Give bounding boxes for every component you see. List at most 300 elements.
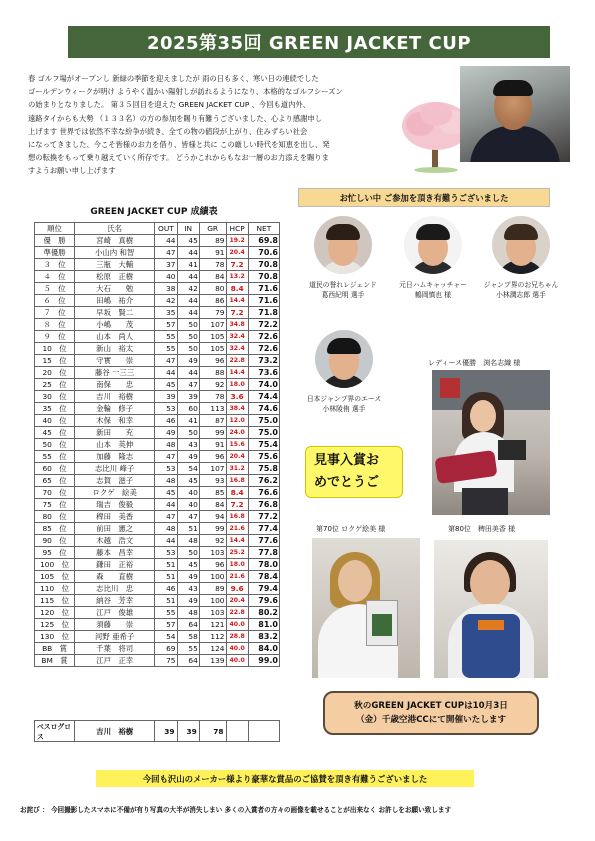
cell-name: 納谷 芳幸 (75, 595, 155, 607)
cell-name: 千葉 将司 (75, 643, 155, 655)
cell-name: 木越 浩文 (75, 535, 155, 547)
intro-line: 上げます 世界では依然不幸な紛争が続き、全ての物の値段が上がり、住みずらい社会 (28, 126, 308, 136)
best-gross-gr: 78 (199, 721, 226, 742)
cell-hcp: 24.0 (226, 427, 248, 439)
table-row (35, 319, 280, 331)
cell-rank: 55 位 (35, 451, 75, 463)
sponsor-thanks-banner: 今回も沢山のメーカー様より豪華な賞品のご協賛を頂き有難うございました (96, 770, 474, 787)
cell-rank: 25 位 (35, 379, 75, 391)
cell-in: 60 (177, 403, 199, 415)
cell-net: 78.4 (248, 571, 279, 583)
cell-hcp: 7.2 (226, 307, 248, 319)
table-row (35, 367, 280, 379)
cell-in: 50 (177, 319, 199, 331)
winner-80-photo (434, 540, 548, 678)
table-row (35, 655, 280, 667)
cell-hcp: 20.4 (226, 247, 248, 259)
cell-net: 71.8 (248, 307, 279, 319)
table-row (35, 631, 280, 643)
cell-out: 44 (155, 499, 177, 511)
cell-net: 83.2 (248, 631, 279, 643)
cell-out: 75 (155, 655, 177, 667)
cell-rank: 105 位 (35, 571, 75, 583)
cell-rank: 125 位 (35, 619, 75, 631)
cell-name: 河野 亜希子 (75, 631, 155, 643)
guest-title: 日本ジャンプ界のエース (306, 395, 382, 403)
intro-line: ゴールデンウィークが明け ようやく温かい陽射しが訪れるようになり、本格的なゴルフシーズン (28, 87, 343, 97)
cell-rank: 90 位 (35, 535, 75, 547)
cell-net: 76.6 (248, 487, 279, 499)
cell-out: 51 (155, 559, 177, 571)
cell-rank: 100 位 (35, 559, 75, 571)
cell-out: 45 (155, 379, 177, 391)
cell-out: 42 (155, 295, 177, 307)
cell-rank: 75 位 (35, 499, 75, 511)
cell-out: 48 (155, 439, 177, 451)
cell-gr: 92 (199, 379, 226, 391)
cell-hcp: 3.6 (226, 391, 248, 403)
cell-in: 50 (177, 547, 199, 559)
ladies-winner-photo (432, 370, 550, 515)
cell-in: 48 (177, 607, 199, 619)
cell-in: 58 (177, 631, 199, 643)
cell-gr: 107 (199, 319, 226, 331)
table-row (35, 391, 280, 403)
cell-in: 39 (177, 391, 199, 403)
cell-hcp: 14.4 (226, 367, 248, 379)
cell-net: 72.2 (248, 319, 279, 331)
cell-in: 50 (177, 343, 199, 355)
table-row (35, 235, 280, 247)
page-title: 2025第35回 GREEN JACKET CUP (68, 26, 550, 58)
header-hcp: HCP (226, 223, 248, 235)
cell-out: 45 (155, 487, 177, 499)
cell-gr: 89 (199, 583, 226, 595)
guest-name: 葛西紀明 選手 (321, 291, 365, 299)
cell-gr: 99 (199, 523, 226, 535)
cell-out: 51 (155, 571, 177, 583)
table-row (35, 559, 280, 571)
cell-name: 早坂 賢二 (75, 307, 155, 319)
cell-out: 38 (155, 283, 177, 295)
cell-name: 山本 英伸 (75, 439, 155, 451)
cell-gr: 100 (199, 595, 226, 607)
congrats-box (305, 446, 403, 498)
cell-in: 40 (177, 499, 199, 511)
table-row (35, 475, 280, 487)
cell-hcp: 21.6 (226, 571, 248, 583)
cell-rank: 35 位 (35, 403, 75, 415)
cell-net: 71.6 (248, 283, 279, 295)
cell-rank: ９ 位 (35, 331, 75, 343)
cell-hcp: 38.4 (226, 403, 248, 415)
cell-out: 57 (155, 619, 177, 631)
cell-gr: 85 (199, 487, 226, 499)
cell-name: 加藤 隆志 (75, 451, 155, 463)
cell-rank: 50 位 (35, 439, 75, 451)
header-gr: GR (199, 223, 226, 235)
cell-name: 江戸 正幸 (75, 655, 155, 667)
winner-70-caption: 第70位 ロクゲ絵美 様 (316, 525, 386, 533)
cell-rank: ６ 位 (35, 295, 75, 307)
cell-net: 73.2 (248, 355, 279, 367)
apology-note: お詫び ： 今回撮影したスマホに不備が有り写真の大半が消失しまい 多くの入賞者の方々の画像を載せることが出来なく お許しをお願い致します (20, 806, 452, 814)
cell-in: 49 (177, 355, 199, 367)
cell-gr: 84 (199, 499, 226, 511)
cell-out: 57 (155, 319, 177, 331)
table-row (35, 523, 280, 535)
cell-hcp: 7.2 (226, 499, 248, 511)
guest-photo (492, 216, 550, 274)
cell-rank: ７ 位 (35, 307, 75, 319)
cell-rank: 70 位 (35, 487, 75, 499)
guest-photo (314, 216, 372, 274)
cell-hcp: 32.4 (226, 331, 248, 343)
cell-gr: 113 (199, 403, 226, 415)
table-row (35, 535, 280, 547)
cell-hcp: 12.0 (226, 415, 248, 427)
table-row (35, 295, 280, 307)
table-row (35, 247, 280, 259)
cell-gr: 100 (199, 571, 226, 583)
cell-hcp: 25.2 (226, 547, 248, 559)
cell-gr: 91 (199, 439, 226, 451)
cell-net: 75.0 (248, 427, 279, 439)
table-row (35, 643, 280, 655)
intro-line: 想の転換をもって乗り越えていく所存です。 どうかこれからもなお一層のお力添えを賜りま (28, 153, 329, 163)
best-gross-label: ベスログロス (35, 721, 75, 742)
cell-gr: 79 (199, 307, 226, 319)
table-row (35, 595, 280, 607)
cell-hcp: 40.0 (226, 619, 248, 631)
cell-out: 55 (155, 607, 177, 619)
cell-hcp: 13.2 (226, 271, 248, 283)
cell-gr: 121 (199, 619, 226, 631)
cell-rank: 30 位 (35, 391, 75, 403)
best-gross-in: 39 (177, 721, 199, 742)
cell-rank: 120 位 (35, 607, 75, 619)
cell-gr: 92 (199, 535, 226, 547)
cell-rank: BM 賞 (35, 655, 75, 667)
cell-name: 大石 勉 (75, 283, 155, 295)
intro-line: 春 ゴルフ場がオープンし 新緑の季節を迎えましたが 雨の日も多く、寒い日の連続でした (28, 74, 319, 83)
cell-hcp: 20.4 (226, 595, 248, 607)
table-row (35, 439, 280, 451)
cell-name: 小山内 和智 (75, 247, 155, 259)
table-row (35, 415, 280, 427)
table-row (35, 499, 280, 511)
table-row (35, 331, 280, 343)
cell-rank: 15 位 (35, 355, 75, 367)
table-row (35, 307, 280, 319)
cell-net: 76.8 (248, 499, 279, 511)
cell-rank: 60 位 (35, 463, 75, 475)
cell-gr: 96 (199, 355, 226, 367)
cell-out: 47 (155, 451, 177, 463)
cell-gr: 94 (199, 511, 226, 523)
cell-net: 75.8 (248, 463, 279, 475)
cell-hcp: 15.6 (226, 439, 248, 451)
cell-hcp: 16.8 (226, 511, 248, 523)
cell-in: 54 (177, 463, 199, 475)
cell-in: 44 (177, 295, 199, 307)
table-row (35, 487, 280, 499)
cell-name: 田嶋 祐介 (75, 295, 155, 307)
cell-name: 三瓶 大輔 (75, 259, 155, 271)
table-row (35, 463, 280, 475)
congrats-line: 見事入賞お (314, 453, 380, 468)
header-in: IN (177, 223, 199, 235)
cell-rank: 110 位 (35, 583, 75, 595)
cell-out: 46 (155, 415, 177, 427)
cell-net: 74.4 (248, 391, 279, 403)
cell-out: 53 (155, 463, 177, 475)
cell-in: 64 (177, 655, 199, 667)
winner-70-photo (312, 538, 420, 678)
guest-title: 道民の誉れレジェンド (309, 281, 377, 289)
intro-line: 遠路タイからも大勢 （１３３名）の方の参加を賜り有難うございました、心より感謝申し (28, 113, 323, 123)
cell-out: 47 (155, 247, 177, 259)
cell-net: 69.8 (248, 235, 279, 247)
cell-gr: 80 (199, 283, 226, 295)
cell-net: 70.8 (248, 259, 279, 271)
cell-hcp: 8.4 (226, 487, 248, 499)
cell-name: ロクゲ 絵美 (75, 487, 155, 499)
cell-hcp: 22.8 (226, 607, 248, 619)
cell-hcp: 19.2 (226, 235, 248, 247)
cell-out: 47 (155, 355, 177, 367)
cell-gr: 88 (199, 367, 226, 379)
header-net: NET (248, 223, 279, 235)
table-row (35, 259, 280, 271)
cell-net: 84.0 (248, 643, 279, 655)
table-row (35, 607, 280, 619)
results-table (34, 222, 280, 667)
cell-hcp: 7.2 (226, 259, 248, 271)
guest-name: 小林潤志郎 選手 (496, 291, 546, 299)
cell-in: 45 (177, 475, 199, 487)
cell-gr: 103 (199, 547, 226, 559)
intro-line: の始まりとなりました。 第３５回目を迎えた GREEN JACKET CUP 、今回も道内外、 (28, 100, 310, 110)
congrats-line: めでとうご (314, 475, 380, 490)
cell-rank: 優 勝 (35, 235, 75, 247)
table-row (35, 355, 280, 367)
cell-out: 44 (155, 367, 177, 379)
cell-rank: ３ 位 (35, 259, 75, 271)
cell-out: 35 (155, 307, 177, 319)
best-gross-table (34, 720, 280, 742)
cell-rank: ８ 位 (35, 319, 75, 331)
cell-in: 44 (177, 367, 199, 379)
table-row (35, 343, 280, 355)
cell-out: 44 (155, 535, 177, 547)
intro-text (28, 72, 400, 178)
cell-out: 39 (155, 391, 177, 403)
table-row (35, 511, 280, 523)
cell-name: 守實 崇 (75, 355, 155, 367)
cell-gr: 87 (199, 415, 226, 427)
best-gross-name: 吉川 裕樹 (75, 721, 155, 742)
cell-hcp: 18.0 (226, 379, 248, 391)
cell-in: 41 (177, 259, 199, 271)
cell-gr: 78 (199, 259, 226, 271)
guest-name: 小林陵侑 選手 (322, 405, 366, 413)
guest-kasai (300, 216, 386, 300)
cell-in: 45 (177, 235, 199, 247)
cell-hcp: 34.8 (226, 319, 248, 331)
cell-hcp: 22.8 (226, 355, 248, 367)
cell-name: 小嶋 茂 (75, 319, 155, 331)
cell-name: 志比川 忠 (75, 583, 155, 595)
table-row (35, 403, 280, 415)
guest-kobayashi-junshiro (476, 216, 566, 300)
cell-out: 55 (155, 343, 177, 355)
table-row (35, 619, 280, 631)
table-row (35, 583, 280, 595)
cell-hcp: 9.6 (226, 583, 248, 595)
cell-in: 64 (177, 619, 199, 631)
table-row (35, 379, 280, 391)
cell-net: 74.6 (248, 403, 279, 415)
cell-name: 瑞吉 俊毅 (75, 499, 155, 511)
cell-rank: 95 位 (35, 547, 75, 559)
cell-in: 43 (177, 583, 199, 595)
cell-gr: 124 (199, 643, 226, 655)
guest-tsuruoka (390, 216, 476, 300)
cell-out: 48 (155, 475, 177, 487)
cell-net: 75.4 (248, 439, 279, 451)
cell-gr: 103 (199, 607, 226, 619)
cell-hcp: 40.0 (226, 643, 248, 655)
cell-hcp: 31.2 (226, 463, 248, 475)
cell-name: 藤谷 一三三 (75, 367, 155, 379)
cell-gr: 96 (199, 451, 226, 463)
cell-net: 76.2 (248, 475, 279, 487)
cell-rank: 130 位 (35, 631, 75, 643)
cell-net: 77.2 (248, 511, 279, 523)
cell-hcp: 20.4 (226, 451, 248, 463)
cell-in: 48 (177, 535, 199, 547)
cell-rank: ４ 位 (35, 271, 75, 283)
cell-net: 79.4 (248, 583, 279, 595)
cell-name: 須藤 崇 (75, 619, 155, 631)
cell-net: 74.0 (248, 379, 279, 391)
cell-net: 72.6 (248, 331, 279, 343)
cell-net: 79.6 (248, 595, 279, 607)
cell-name: 松原 正樹 (75, 271, 155, 283)
cell-name: 森 直樹 (75, 571, 155, 583)
cell-name: 山本 尚人 (75, 331, 155, 343)
header-name: 氏名 (75, 223, 155, 235)
cell-name: 稗田 美香 (75, 511, 155, 523)
cell-rank: ５ 位 (35, 283, 75, 295)
cell-net: 71.6 (248, 295, 279, 307)
cell-out: 54 (155, 631, 177, 643)
cell-in: 50 (177, 427, 199, 439)
cell-in: 55 (177, 643, 199, 655)
cell-gr: 112 (199, 631, 226, 643)
intro-line: になってきました、今こそ皆様のお力を借り、皆様と共に この厳しい時代を知恵を出し、発 (28, 140, 330, 150)
cell-name: 南保 忠 (75, 379, 155, 391)
cell-name: 江戸 俊雄 (75, 607, 155, 619)
cell-out: 53 (155, 403, 177, 415)
cell-rank: 65 位 (35, 475, 75, 487)
cell-out: 55 (155, 331, 177, 343)
cell-in: 40 (177, 487, 199, 499)
autumn-line: （金）千歳空港CCにて開催いたします (355, 715, 507, 725)
cell-net: 78.0 (248, 559, 279, 571)
table-row (35, 427, 280, 439)
cell-hcp: 21.6 (226, 523, 248, 535)
cell-out: 44 (155, 235, 177, 247)
cell-rank: 20 位 (35, 367, 75, 379)
cell-gr: 86 (199, 295, 226, 307)
guest-photo (315, 330, 373, 388)
cell-in: 42 (177, 283, 199, 295)
cell-gr: 96 (199, 559, 226, 571)
cell-out: 47 (155, 511, 177, 523)
cell-out: 48 (155, 523, 177, 535)
cell-in: 47 (177, 379, 199, 391)
cell-in: 49 (177, 451, 199, 463)
cell-in: 49 (177, 571, 199, 583)
cell-in: 50 (177, 331, 199, 343)
cell-gr: 89 (199, 235, 226, 247)
cell-in: 44 (177, 307, 199, 319)
cell-name: 木保 和幸 (75, 415, 155, 427)
cell-in: 43 (177, 439, 199, 451)
cell-hcp: 8.4 (226, 283, 248, 295)
cell-out: 37 (155, 259, 177, 271)
cell-out: 40 (155, 271, 177, 283)
table-row (35, 571, 280, 583)
intro-line: すようお願い申し上げます (28, 166, 116, 176)
guest-kobayashi-ryoyu (300, 330, 388, 414)
cell-name: 志比川 峰子 (75, 463, 155, 475)
cell-name: 鎌田 正裕 (75, 559, 155, 571)
cell-in: 45 (177, 559, 199, 571)
winner-80-caption: 第80位 稗田美香 様 (448, 525, 516, 533)
cell-in: 51 (177, 523, 199, 535)
cell-gr: 105 (199, 331, 226, 343)
cell-gr: 139 (199, 655, 226, 667)
header-out: OUT (155, 223, 177, 235)
cell-in: 49 (177, 595, 199, 607)
cell-net: 80.2 (248, 607, 279, 619)
cell-rank: BB 賞 (35, 643, 75, 655)
cell-out: 69 (155, 643, 177, 655)
cell-out: 49 (155, 427, 177, 439)
host-photo (460, 66, 570, 162)
guest-name: 鶴岡慎也 様 (414, 291, 452, 299)
guest-photo (404, 216, 462, 274)
guest-title: ジャンプ界のお兄ちゃん (483, 281, 559, 289)
cell-gr: 99 (199, 427, 226, 439)
thanks-banner: お忙しい中 ご参加を頂き有難うございました (298, 188, 550, 207)
autumn-event-notice (323, 691, 539, 735)
cell-gr: 78 (199, 391, 226, 403)
cell-net: 70.6 (248, 247, 279, 259)
cell-name: 前田 憲之 (75, 523, 155, 535)
cell-in: 44 (177, 271, 199, 283)
header-rank: 順位 (35, 223, 75, 235)
cell-rank: 45 位 (35, 427, 75, 439)
cell-in: 41 (177, 415, 199, 427)
cell-net: 72.6 (248, 343, 279, 355)
cell-net: 77.8 (248, 547, 279, 559)
cell-net: 73.6 (248, 367, 279, 379)
cell-out: 46 (155, 583, 177, 595)
